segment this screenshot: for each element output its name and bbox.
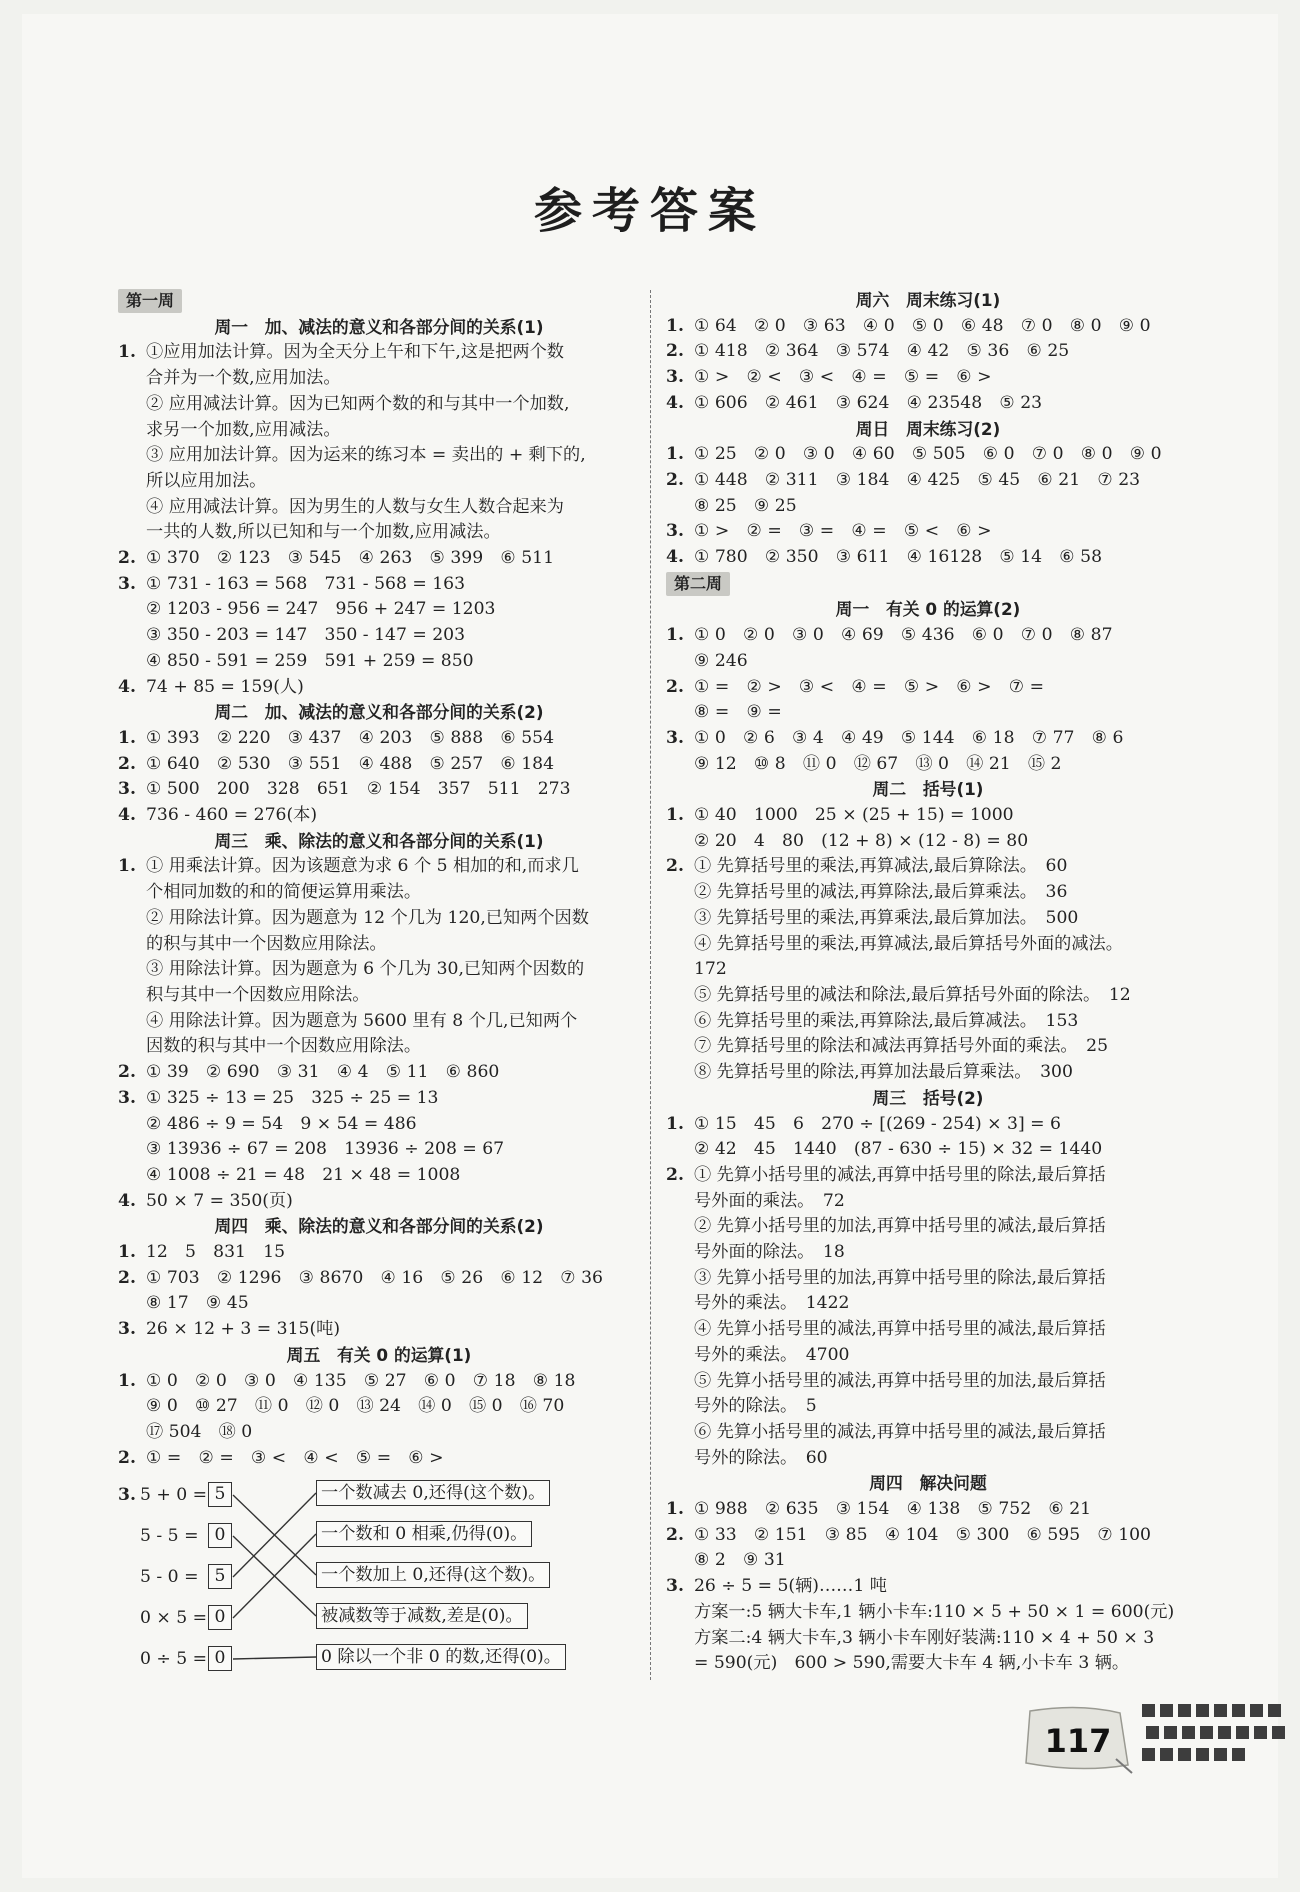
- answer-line: [118, 1446, 640, 1472]
- answer-continuation: ⑤ 先算括号里的减法和除法,最后算括号外面的除法。 12: [694, 984, 1131, 1005]
- answer-line: [118, 1060, 640, 1086]
- answer-line: [118, 854, 640, 880]
- question-number: 3.: [666, 521, 684, 542]
- answer-continuation: 号外的乘法。 1422: [694, 1293, 850, 1314]
- answer-text: ① 0 ② 0 ③ 0 ④ 135 ⑤ 27 ⑥ 0 ⑦ 18 ⑧ 18: [146, 1370, 576, 1391]
- answer-text: ① 606 ② 461 ③ 624 ④ 23548 ⑤ 23: [694, 392, 1043, 413]
- answer-line: [666, 803, 1190, 829]
- answer-text: ① 370 ② 123 ③ 545 ④ 263 ⑤ 399 ⑥ 511: [146, 548, 555, 569]
- answer-line: [118, 546, 640, 572]
- section-heading: 周三 乘、除法的意义和各部分间的关系(1): [214, 830, 544, 851]
- question-number: 4.: [118, 676, 136, 697]
- answer-line: [118, 1086, 640, 1112]
- answer-continuation: 所以应用加法。: [146, 470, 267, 491]
- answer-text: ① > ② = ③ = ④ = ⑤ < ⑥ >: [694, 521, 992, 542]
- question-number: 1.: [118, 1370, 136, 1391]
- answer-line: [118, 752, 640, 778]
- matching-connector: [233, 1534, 316, 1618]
- question-number: 4.: [118, 1190, 136, 1211]
- question-number: 2.: [666, 1164, 684, 1185]
- section-heading: 周一 有关 0 的运算(2): [835, 599, 1021, 620]
- question-number: 2.: [118, 753, 136, 774]
- answer-line: [666, 1497, 1190, 1523]
- matching-rule: 被减数等于减数,差是(0)。: [316, 1603, 528, 1629]
- decor-square: [1196, 1704, 1209, 1717]
- answer-line: [666, 442, 1190, 468]
- question-number: 4.: [118, 805, 136, 826]
- matching-expression: 0 ÷ 5 =: [140, 1649, 208, 1670]
- answer-text: ① 703 ② 1296 ③ 8670 ④ 16 ⑤ 26 ⑥ 12 ⑦ 36: [146, 1267, 603, 1288]
- decor-square: [1164, 1726, 1177, 1739]
- answer-text: ① 64 ② 0 ③ 63 ④ 0 ⑤ 0 ⑥ 48 ⑦ 0 ⑧ 0 ⑨ 0: [694, 315, 1151, 336]
- answer-line: [666, 468, 1190, 494]
- answer-continuation: 号外的除法。 60: [694, 1447, 828, 1468]
- question-number: 1.: [118, 727, 136, 748]
- page-title: 参考答案: [533, 183, 766, 239]
- answer-continuation: 的积与其中一个因数应用除法。: [146, 933, 387, 954]
- matching-expression: 0 × 5 =: [140, 1608, 208, 1629]
- question-number: 1.: [666, 315, 684, 336]
- answer-text: ① 988 ② 635 ③ 154 ④ 138 ⑤ 752 ⑥ 21: [694, 1499, 1092, 1520]
- page-number: 117: [1044, 1722, 1112, 1760]
- answer-line: [666, 854, 1190, 880]
- answer-continuation: ④ 1008 ÷ 21 = 48 21 × 48 = 1008: [146, 1164, 461, 1185]
- answer-continuation: = 590(元) 600 > 590,需要大卡车 4 辆,小卡车 3 辆。: [694, 1653, 1130, 1674]
- question-number: 1.: [118, 1242, 136, 1263]
- decor-square: [1232, 1704, 1245, 1717]
- matching-answer-box: 0: [208, 1646, 232, 1671]
- answer-line: [666, 545, 1190, 571]
- answer-text: ① 640 ② 530 ③ 551 ④ 488 ⑤ 257 ⑥ 184: [146, 753, 555, 774]
- answer-text: 736 - 460 = 276(本): [146, 805, 318, 826]
- question-number: 3.: [118, 1319, 136, 1340]
- decor-square: [1218, 1726, 1231, 1739]
- answer-text: ① > ② < ③ < ④ = ⑤ = ⑥ >: [694, 367, 992, 388]
- answer-text: ① 33 ② 151 ③ 85 ④ 104 ⑤ 300 ⑥ 595 ⑦ 100: [694, 1524, 1151, 1545]
- answer-continuation: 因数的积与其中一个因数应用除法。: [146, 1036, 422, 1057]
- answer-text: ① 731 - 163 = 568 731 - 568 = 163: [146, 573, 466, 594]
- answer-continuation: ② 42 45 1440 (87 - 630 ÷ 15) × 32 = 1440: [694, 1139, 1103, 1160]
- section-heading: 周日 周末练习(2): [855, 418, 1001, 439]
- answer-line: [118, 675, 640, 701]
- answer-continuation: ⑧ 2 ⑨ 31: [694, 1550, 786, 1571]
- section-heading: 周二 加、减法的意义和各部分间的关系(2): [214, 702, 544, 723]
- answer-line: [118, 340, 640, 366]
- answer-line: [666, 1574, 1190, 1600]
- answer-line: [666, 391, 1190, 417]
- answer-continuation: 172: [694, 959, 727, 980]
- matching-expression: 5 - 0 =: [140, 1567, 199, 1588]
- matching-answer-box: 0: [208, 1523, 232, 1548]
- answer-line: [118, 1189, 640, 1215]
- section-heading: 周四 乘、除法的意义和各部分间的关系(2): [214, 1216, 544, 1237]
- answer-text: ① 40 1000 25 × (25 + 15) = 1000: [694, 805, 1014, 826]
- question-number: 2.: [118, 1062, 136, 1083]
- answer-text: ① 39 ② 690 ③ 31 ④ 4 ⑤ 11 ⑥ 860: [146, 1062, 500, 1083]
- matching-expression: 5 - 5 =: [140, 1526, 199, 1547]
- answer-continuation: ② 先算括号里的减法,再算除法,最后算乘法。 36: [694, 882, 1068, 903]
- question-number: 3.: [118, 1087, 136, 1108]
- answer-continuation: 方案一:5 辆大卡车,1 辆小卡车:110 × 5 + 50 × 1 = 600(元): [694, 1601, 1175, 1622]
- answer-line: [118, 1317, 640, 1343]
- question-number: 4.: [666, 392, 684, 413]
- answer-text: 74 + 85 = 159(人): [146, 676, 304, 697]
- question-number: 2.: [118, 548, 136, 569]
- answer-continuation: ⑥ 先算括号里的乘法,再算除法,最后算减法。 153: [694, 1010, 1079, 1031]
- matching-expression: 5 + 0 =: [140, 1485, 208, 1506]
- answer-continuation: ④ 850 - 591 = 259 591 + 259 = 850: [146, 650, 474, 671]
- answer-continuation: ⑧ 先算括号里的除法,再算加法最后算乘法。 300: [694, 1062, 1073, 1083]
- question-number: 3.: [118, 1485, 136, 1506]
- answer-continuation: ③ 先算括号里的乘法,再算乘法,最后算加法。 500: [694, 907, 1079, 928]
- answer-continuation: 个相同加数的和的简便运算用乘法。: [146, 882, 422, 903]
- answer-continuation: ⑰ 504 ⑱ 0: [146, 1421, 253, 1442]
- answer-continuation: ⑨ 12 ⑩ 8 ⑪ 0 ⑫ 67 ⑬ 0 ⑭ 21 ⑮ 2: [694, 753, 1062, 774]
- question-number: 2.: [666, 1524, 684, 1545]
- decor-square: [1214, 1704, 1227, 1717]
- answer-continuation: ③ 应用加法计算。因为运来的练习本 = 卖出的 + 剩下的,: [146, 445, 586, 466]
- answer-text: ① 325 ÷ 13 = 25 325 ÷ 25 = 13: [146, 1087, 439, 1108]
- answer-text: ① 780 ② 350 ③ 611 ④ 16128 ⑤ 14 ⑥ 58: [694, 547, 1103, 568]
- answer-continuation: ⑧ 17 ⑨ 45: [146, 1293, 249, 1314]
- answer-continuation: ② 应用减法计算。因为已知两个数的和与其中一个加数,: [146, 393, 570, 414]
- question-number: 3.: [118, 573, 136, 594]
- answer-continuation: ⑥ 先算小括号里的减法,再算中括号里的减法,最后算括: [694, 1421, 1106, 1442]
- section-heading: 周四 解决问题: [869, 1473, 987, 1494]
- matching-rule: 一个数和 0 相乘,仍得(0)。: [316, 1521, 532, 1547]
- decor-square: [1196, 1748, 1209, 1761]
- answer-continuation: ⑨ 246: [694, 650, 748, 671]
- answer-continuation: 号外面的除法。 18: [694, 1242, 845, 1263]
- decor-square: [1200, 1726, 1213, 1739]
- answer-continuation: ⑨ 0 ⑩ 27 ⑪ 0 ⑫ 0 ⑬ 24 ⑭ 0 ⑮ 0 ⑯ 70: [146, 1396, 565, 1417]
- answer-continuation: 合并为一个数,应用加法。: [146, 368, 341, 389]
- matching-rule: 一个数减去 0,还得(这个数)。: [316, 1480, 550, 1506]
- answer-text: ① 先算括号里的乘法,再算减法,最后算除法。 60: [694, 856, 1068, 877]
- answer-text: ① = ② = ③ < ④ < ⑤ = ⑥ >: [146, 1447, 444, 1468]
- answer-continuation: ④ 先算括号里的乘法,再算减法,最后算括号外面的减法。: [694, 933, 1123, 954]
- decor-square: [1142, 1748, 1155, 1761]
- answer-line: [666, 623, 1190, 649]
- answer-continuation: 方案二:4 辆大卡车,3 辆小卡车刚好装满:110 × 4 + 50 × 3: [694, 1627, 1155, 1648]
- question-number: 3.: [666, 367, 684, 388]
- matching-connector: [233, 1493, 316, 1577]
- section-heading: 周五 有关 0 的运算(1): [286, 1344, 472, 1365]
- answer-line: [118, 726, 640, 752]
- question-number: 4.: [666, 547, 684, 568]
- decor-square: [1146, 1726, 1159, 1739]
- answer-text: ①应用加法计算。因为全天分上午和下午,这是把两个数: [146, 342, 564, 363]
- section-heading: 周一 加、减法的意义和各部分间的关系(1): [214, 316, 544, 337]
- answer-continuation: ④ 用除法计算。因为题意为 5600 里有 8 个几,已知两个: [146, 1010, 578, 1031]
- answer-line: [118, 1240, 640, 1266]
- question-number: 1.: [666, 1113, 684, 1134]
- answer-line: [666, 726, 1190, 752]
- question-number: 2.: [666, 469, 684, 490]
- decor-square: [1182, 1726, 1195, 1739]
- answer-text: 50 × 7 = 350(页): [146, 1190, 293, 1211]
- section-heading: 周六 周末练习(1): [855, 290, 1001, 310]
- decor-square: [1250, 1704, 1263, 1717]
- answer-continuation: ③ 用除法计算。因为题意为 6 个几为 30,已知两个因数的: [146, 959, 585, 980]
- answer-line: [118, 803, 640, 829]
- matching-connector: [233, 1657, 316, 1659]
- answer-line: [666, 1523, 1190, 1549]
- decor-square: [1160, 1704, 1173, 1717]
- question-number: 3.: [118, 779, 136, 800]
- question-number: 2.: [118, 1447, 136, 1468]
- question-number: 2.: [666, 856, 684, 877]
- question-number: 2.: [666, 676, 684, 697]
- question-number: 3.: [666, 727, 684, 748]
- matching-rule: 一个数加上 0,还得(这个数)。: [316, 1562, 550, 1588]
- answer-continuation: ③ 350 - 203 = 147 350 - 147 = 203: [146, 625, 466, 646]
- answer-line: [666, 519, 1190, 545]
- question-number: 1.: [666, 805, 684, 826]
- answer-continuation: ④ 应用减法计算。因为男生的人数与女生人数合起来为: [146, 496, 564, 517]
- matching-answer-box: 5: [208, 1564, 232, 1589]
- question-number: 2.: [118, 1267, 136, 1288]
- answer-line: [118, 1369, 640, 1395]
- answer-text: ① 448 ② 311 ③ 184 ④ 425 ⑤ 45 ⑥ 21 ⑦ 23: [694, 469, 1141, 490]
- answer-line: [118, 777, 640, 803]
- answer-line: [118, 572, 640, 598]
- decor-square: [1178, 1748, 1191, 1761]
- week-heading: [666, 571, 1190, 598]
- answer-text: 12 5 831 15: [146, 1242, 286, 1263]
- decor-square: [1272, 1726, 1285, 1739]
- answer-text: ① 393 ② 220 ③ 437 ④ 203 ⑤ 888 ⑥ 554: [146, 727, 555, 748]
- answer-text: ① 0 ② 0 ③ 0 ④ 69 ⑤ 436 ⑥ 0 ⑦ 0 ⑧ 87: [694, 625, 1113, 646]
- answer-line: [666, 365, 1190, 391]
- answer-text: ① = ② > ③ < ④ = ⑤ > ⑥ > ⑦ =: [694, 676, 1045, 697]
- answer-text: ① 25 ② 0 ③ 0 ④ 60 ⑤ 505 ⑥ 0 ⑦ 0 ⑧ 0 ⑨ 0: [694, 444, 1162, 465]
- answer-continuation: 一共的人数,所以已知和与一个加数,应用减法。: [146, 522, 501, 543]
- answer-continuation: ⑦ 先算括号里的除法和减法再算括号外面的乘法。 25: [694, 1036, 1109, 1057]
- matching-answer-box: 0: [208, 1605, 232, 1630]
- decor-square: [1268, 1704, 1281, 1717]
- answer-continuation: ⑧ 25 ⑨ 25: [694, 495, 797, 516]
- answer-continuation: ② 486 ÷ 9 = 54 9 × 54 = 486: [146, 1113, 417, 1134]
- matching-rule: 0 除以一个非 0 的数,还得(0)。: [316, 1644, 566, 1670]
- question-number: 3.: [666, 1576, 684, 1597]
- section-heading: 周三 括号(2): [872, 1087, 984, 1108]
- week-label: 第一周: [118, 289, 182, 313]
- answer-continuation: 求另一个加数,应用减法。: [146, 419, 341, 440]
- answer-line: [666, 314, 1190, 340]
- answer-text: ① 用乘法计算。因为该题意为求 6 个 5 相加的和,而求几: [146, 856, 579, 877]
- answer-continuation: ② 20 4 80 (12 + 8) × (12 - 8) = 80: [694, 830, 1029, 851]
- answer-text: ① 500 200 328 651 ② 154 357 511 273: [146, 779, 571, 800]
- question-number: 1.: [666, 625, 684, 646]
- right-column: [666, 288, 1190, 1677]
- decor-square: [1254, 1726, 1267, 1739]
- answer-line: [666, 339, 1190, 365]
- week-heading: [118, 288, 640, 315]
- matching-exercise: [118, 1471, 640, 1679]
- decor-square: [1160, 1748, 1173, 1761]
- matching-answer-box: 5: [208, 1482, 232, 1507]
- answer-continuation: ③ 先算小括号里的加法,再算中括号里的除法,最后算括: [694, 1267, 1106, 1288]
- column-divider: [650, 290, 651, 1680]
- answer-continuation: 号外的乘法。 4700: [694, 1344, 850, 1365]
- answer-line: [666, 1163, 1190, 1189]
- answer-continuation: ⑤ 先算小括号里的减法,再算中括号里的加法,最后算括: [694, 1370, 1106, 1391]
- answer-continuation: 号外的除法。 5: [694, 1396, 817, 1417]
- answer-line: [666, 1112, 1190, 1138]
- answer-continuation: ⑧ = ⑨ =: [694, 702, 782, 723]
- answer-line: [666, 675, 1190, 701]
- section-heading: 周二 括号(1): [872, 779, 984, 800]
- answer-continuation: ② 先算小括号里的加法,再算中括号里的减法,最后算括: [694, 1216, 1106, 1237]
- answer-continuation: ② 用除法计算。因为题意为 12 个几为 120,已知两个因数: [146, 907, 589, 928]
- decor-square: [1236, 1726, 1249, 1739]
- answer-continuation: ③ 13936 ÷ 67 = 208 13936 ÷ 208 = 67: [146, 1139, 505, 1160]
- answer-continuation: ④ 先算小括号里的减法,再算中括号里的减法,最后算括: [694, 1319, 1106, 1340]
- answer-continuation: 号外面的乘法。 72: [694, 1190, 845, 1211]
- decor-square: [1178, 1704, 1191, 1717]
- answer-line: [118, 1266, 640, 1292]
- decor-square: [1232, 1748, 1245, 1761]
- question-number: 2.: [666, 341, 684, 362]
- question-number: 1.: [118, 856, 136, 877]
- left-column: [118, 288, 640, 1679]
- answer-continuation: 积与其中一个因数应用除法。: [146, 984, 370, 1005]
- answer-text: 26 ÷ 5 = 5(辆)……1 吨: [694, 1576, 887, 1597]
- decor-square: [1214, 1748, 1227, 1761]
- answer-text: ① 15 45 6 270 ÷ [(269 - 254) × 3] = 6: [694, 1113, 1061, 1134]
- answer-text: ① 先算小括号里的减法,再算中括号里的除法,最后算括: [694, 1164, 1106, 1185]
- answer-text: ① 0 ② 6 ③ 4 ④ 49 ⑤ 144 ⑥ 18 ⑦ 77 ⑧ 6: [694, 727, 1124, 748]
- question-number: 1.: [666, 1499, 684, 1520]
- answer-continuation: ② 1203 - 956 = 247 956 + 247 = 1203: [146, 599, 496, 620]
- answer-text: ① 418 ② 364 ③ 574 ④ 42 ⑤ 36 ⑥ 25: [694, 341, 1070, 362]
- question-number: 1.: [118, 342, 136, 363]
- decor-square: [1142, 1704, 1155, 1717]
- answer-text: 26 × 12 + 3 = 315(吨): [146, 1319, 341, 1340]
- week-label: 第二周: [666, 572, 730, 596]
- question-number: 1.: [666, 444, 684, 465]
